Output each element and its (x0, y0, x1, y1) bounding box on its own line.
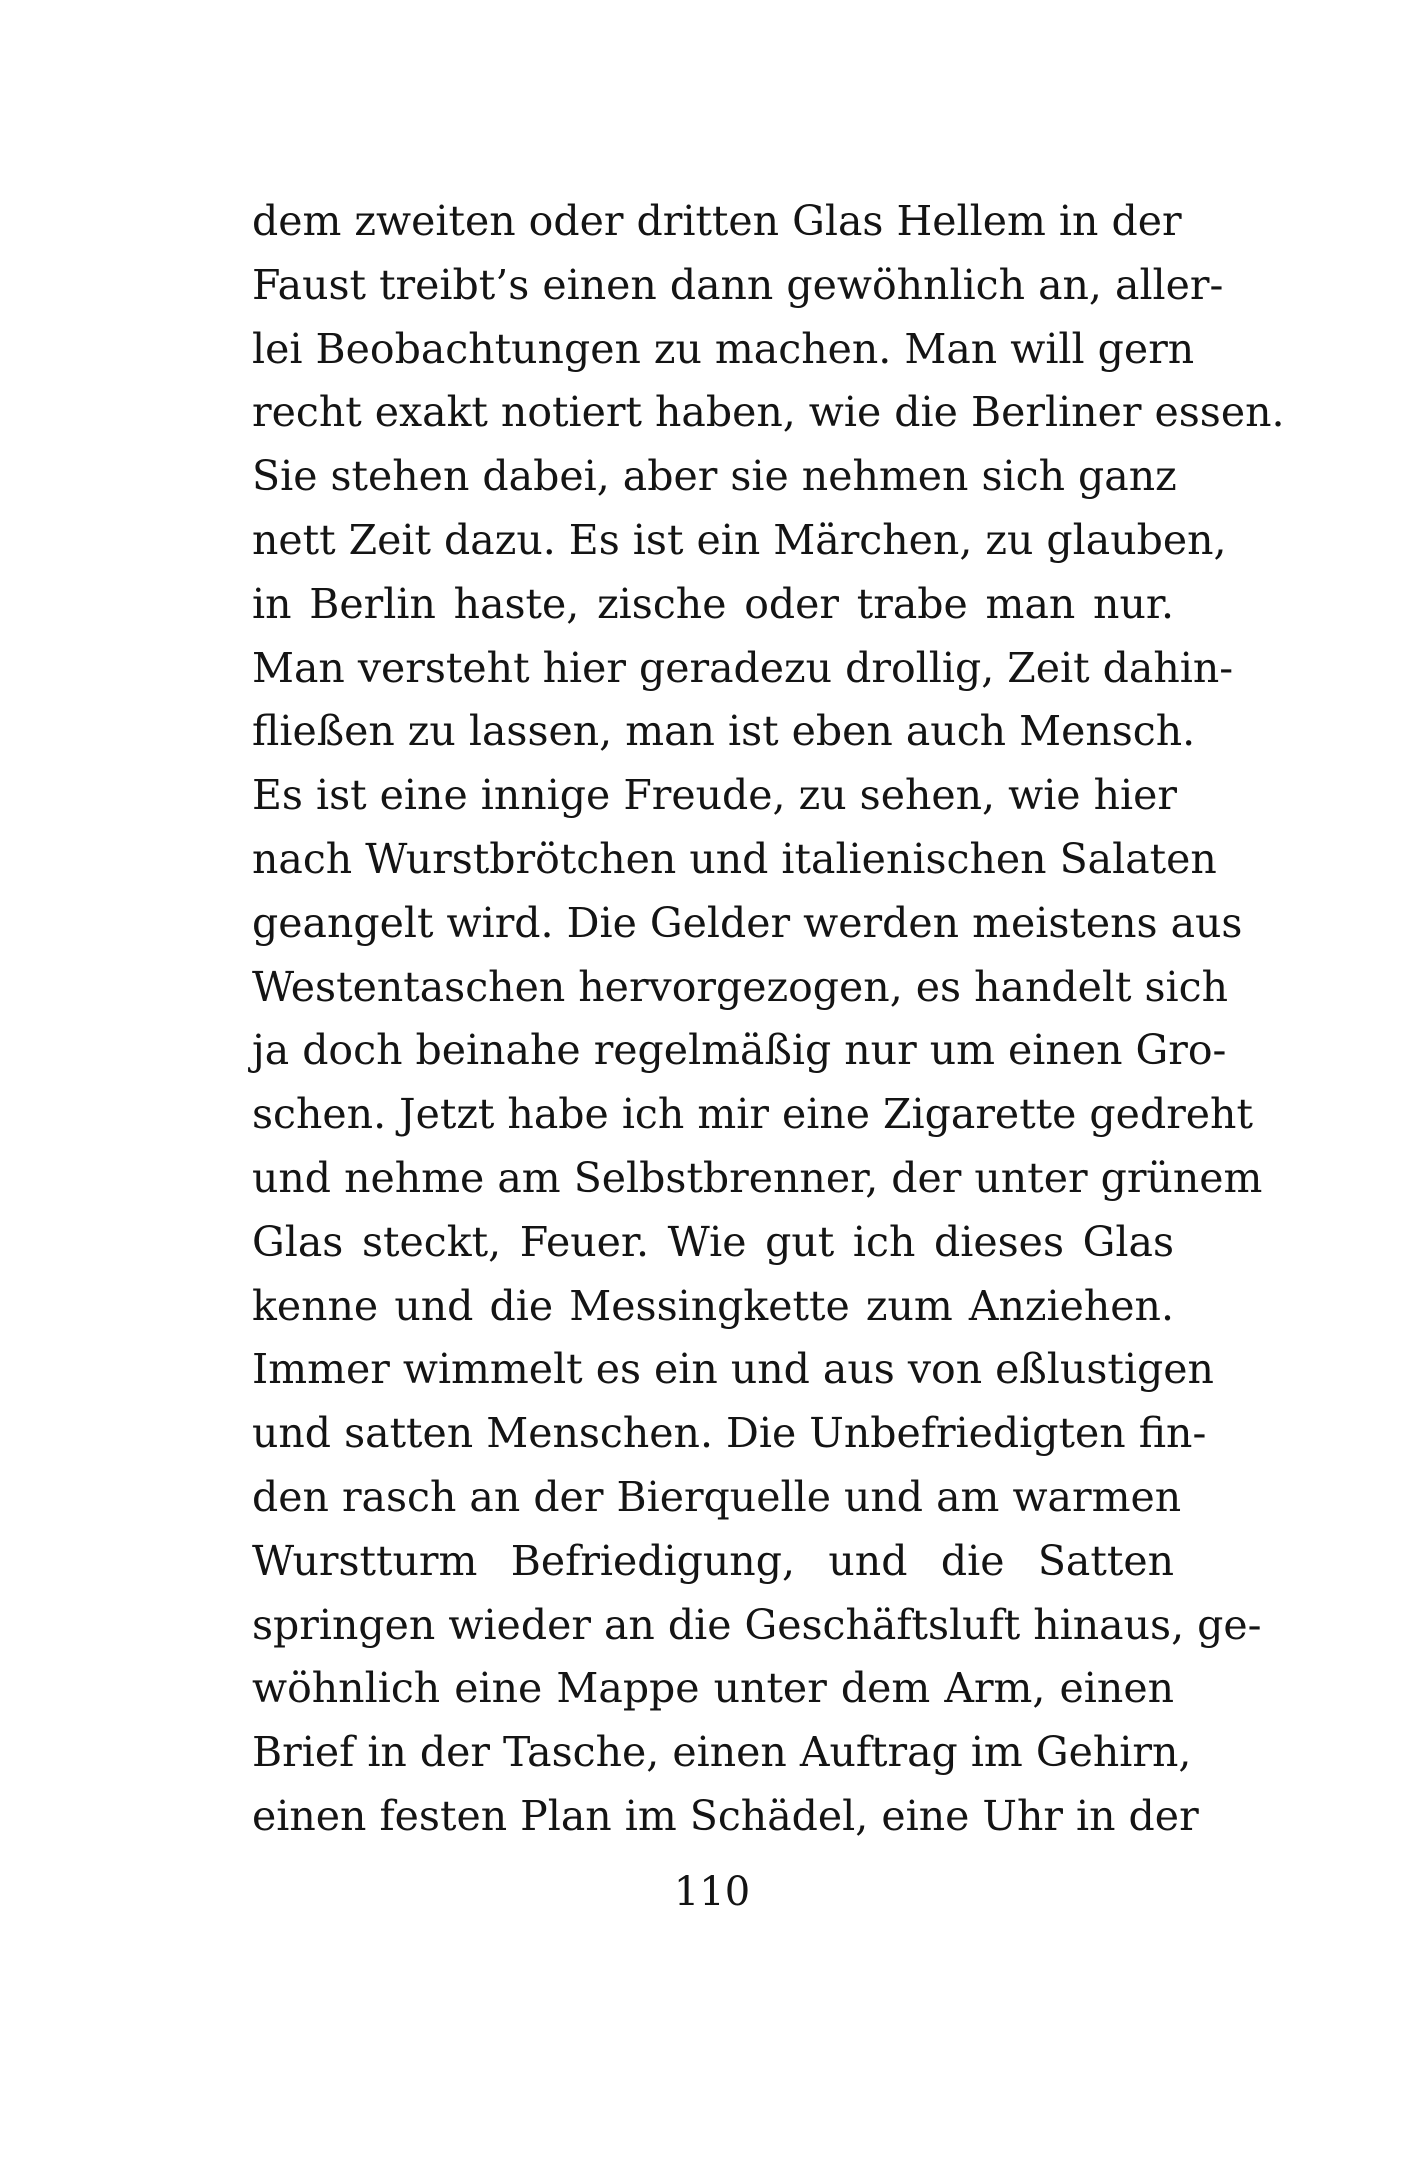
text-line: Sie stehen dabei, aber sie nehmen sich ganz (252, 452, 1177, 501)
text-line: fließen zu lassen, man ist eben auch Mensch. (252, 707, 1196, 756)
text-line: Westentaschen hervorgezogen, es handelt sich (252, 962, 1229, 1011)
text-line: Faust treibt’s einen dann gewöhnlich an, aller- (252, 260, 1224, 309)
text-line: kenne und die Messingkette zum Anziehen. (252, 1281, 1174, 1330)
text-line: den rasch an der Bierquelle und am warmen (252, 1472, 1182, 1521)
text-line: einen festen Plan im Schädel, eine Uhr in der (252, 1791, 1199, 1840)
text-line: recht exakt notiert haben, wie die Berliner essen. (252, 388, 1285, 437)
text-line: und satten Menschen. Die Unbefriedigten fin- (252, 1409, 1207, 1458)
text-line: wöhnlich eine Mappe unter dem Arm, einen (252, 1664, 1174, 1713)
text-line: lei Beobachtungen zu machen. Man will gern (252, 324, 1195, 373)
text-line: Immer wimmelt es ein und aus von eßlustigen (252, 1345, 1214, 1394)
text-line: nett Zeit dazu. Es ist ein Märchen, zu glauben, (252, 515, 1227, 564)
text-line: nach Wurstbrötchen und italienischen Salaten (252, 834, 1217, 883)
text-line: ja doch beinahe regelmäßig nur um einen Gro- (252, 1026, 1227, 1075)
text-line: Glas steckt, Feuer. Wie gut ich dieses Glas (252, 1217, 1174, 1266)
text-line: schen. Jetzt habe ich mir eine Zigarette gedreht (252, 1090, 1253, 1139)
body-text (252, 190, 1285, 1849)
text-line: springen wieder an die Geschäftsluft hinaus, ge- (252, 1600, 1262, 1649)
text-line: Brief in der Tasche, einen Auftrag im Gehirn, (252, 1728, 1192, 1777)
text-line: dem zweiten oder dritten Glas Hellem in der (252, 197, 1182, 245)
text-line: in Berlin haste, zische oder trabe man nur. (252, 579, 1174, 628)
text-line: Es ist eine innige Freude, zu sehen, wie hier (252, 771, 1177, 820)
text-line: und nehme am Selbstbrenner, der unter grünem (252, 1153, 1263, 1202)
page-number: 110 (673, 1869, 751, 1915)
text-line: geangelt wird. Die Gelder werden meistens aus (252, 898, 1243, 947)
text-line: Wurstturm Befriedigung, und die Satten (252, 1536, 1174, 1585)
text-line: Man versteht hier geradezu drollig, Zeit dahin- (252, 643, 1234, 692)
